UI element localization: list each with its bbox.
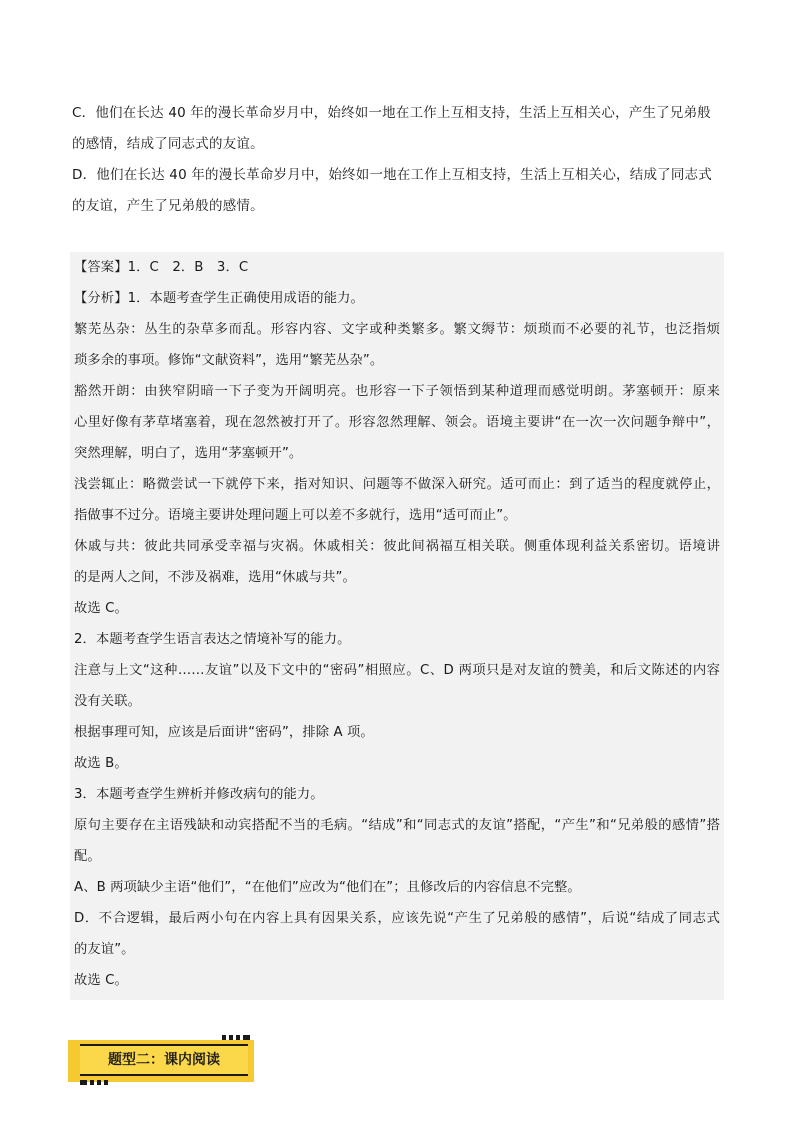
answer-analysis-box — [70, 252, 724, 1000]
section-banner — [68, 1040, 254, 1082]
analysis-line: 【分析】1．本题考查学生正确使用成语的能力。 — [74, 291, 364, 306]
analysis-line: 原句主要存在主语残缺和动宾搭配不当的毛病。“结成”和“同志式的友谊”搭配，“产生”和“兄弟般的感情”搭 — [74, 818, 720, 833]
analysis-line: 配。 — [74, 849, 101, 864]
analysis-line: 的是两人之间，不涉及祸难，选用“休戚与共”。 — [74, 570, 356, 585]
analysis-line: 指做事不过分。语境主要讲处理问题上可以差不多就行，选用“适可而止”。 — [74, 508, 517, 523]
option-d-line-2: 的友谊，产生了兄弟般的感情。 — [72, 198, 264, 214]
section-banner-inner — [80, 1044, 248, 1076]
analysis-line: 没有关联。 — [74, 694, 141, 709]
analysis-line: 心里好像有茅草堵塞着，现在忽然被打开了。形容忽然理解、领会。语境主要讲“在一次一次问题争辩中”， — [74, 415, 720, 430]
analysis-line: 2．本题考查学生语言表达之情境补写的能力。 — [74, 632, 351, 647]
banner-dash-decoration — [80, 1080, 108, 1085]
analysis-line: A、B 两项缺少主语“他们”，“在他们”应改为“他们在”；且修改后的内容信息不完整。 — [74, 880, 581, 895]
option-c-line-2: 的感情，结成了同志式的友谊。 — [72, 136, 264, 152]
options-block — [72, 98, 722, 222]
analysis-line: 繁芜丛杂：丛生的杂草多而乱。形容内容、文字或种类繁多。繁文缛节：烦琐而不必要的礼节，也泛指烦 — [74, 322, 720, 337]
analysis-line: 注意与上文“这种……友谊”以及下文中的“密码”相照应。C、D 两项只是对友谊的赞美，和后文陈述的内容 — [74, 663, 720, 678]
analysis-line: 故选 C。 — [74, 601, 128, 616]
analysis-line: 故选 C。 — [74, 973, 128, 988]
analysis-line: 根据事理可知，应该是后面讲“密码”，排除 A 项。 — [74, 725, 374, 740]
analysis-line: 故选 B。 — [74, 756, 128, 771]
option-c-line-1: C．他们在长达 40 年的漫长革命岁月中，始终如一地在工作上互相支持，生活上互相关心，产生了兄弟般 — [72, 105, 711, 121]
analysis-line: 3．本题考查学生辨析并修改病句的能力。 — [74, 787, 324, 802]
analysis-line: 浅尝辄止：略微尝试一下就停下来，指对知识、问题等不做深入研究。适可而止：到了适当的程度就停止， — [74, 477, 720, 492]
option-d-line-1: D．他们在长达 40 年的漫长革命岁月中，始终如一地在工作上互相支持，生活上互相关心，结成了同志式 — [72, 167, 712, 183]
section-title: 题型二：课内阅读 — [108, 1052, 220, 1068]
analysis-line: 休戚与共：彼此共同承受幸福与灾祸。休戚相关：彼此间祸福互相关联。侧重体现利益关系密切。语境讲 — [74, 539, 720, 554]
analysis-line: D．不合逻辑，最后两小句在内容上具有因果关系，应该先说“产生了兄弟般的感情”，后说“结成了同志式 — [74, 911, 720, 926]
analysis-line: 琐多余的事项。修饰“文献资料”，选用“繁芜丛杂”。 — [74, 353, 384, 368]
analysis-line: 突然理解，明白了，选用“茅塞顿开”。 — [74, 446, 303, 461]
analysis-line: 豁然开朗：由狭窄阴暗一下子变为开阔明亮。也形容一下子领悟到某种道理而感觉明朗。茅塞顿开：原来 — [74, 384, 720, 399]
answer-line: 【答案】1．C 2．B 3．C — [74, 260, 249, 275]
analysis-line: 的友谊”。 — [74, 942, 135, 957]
